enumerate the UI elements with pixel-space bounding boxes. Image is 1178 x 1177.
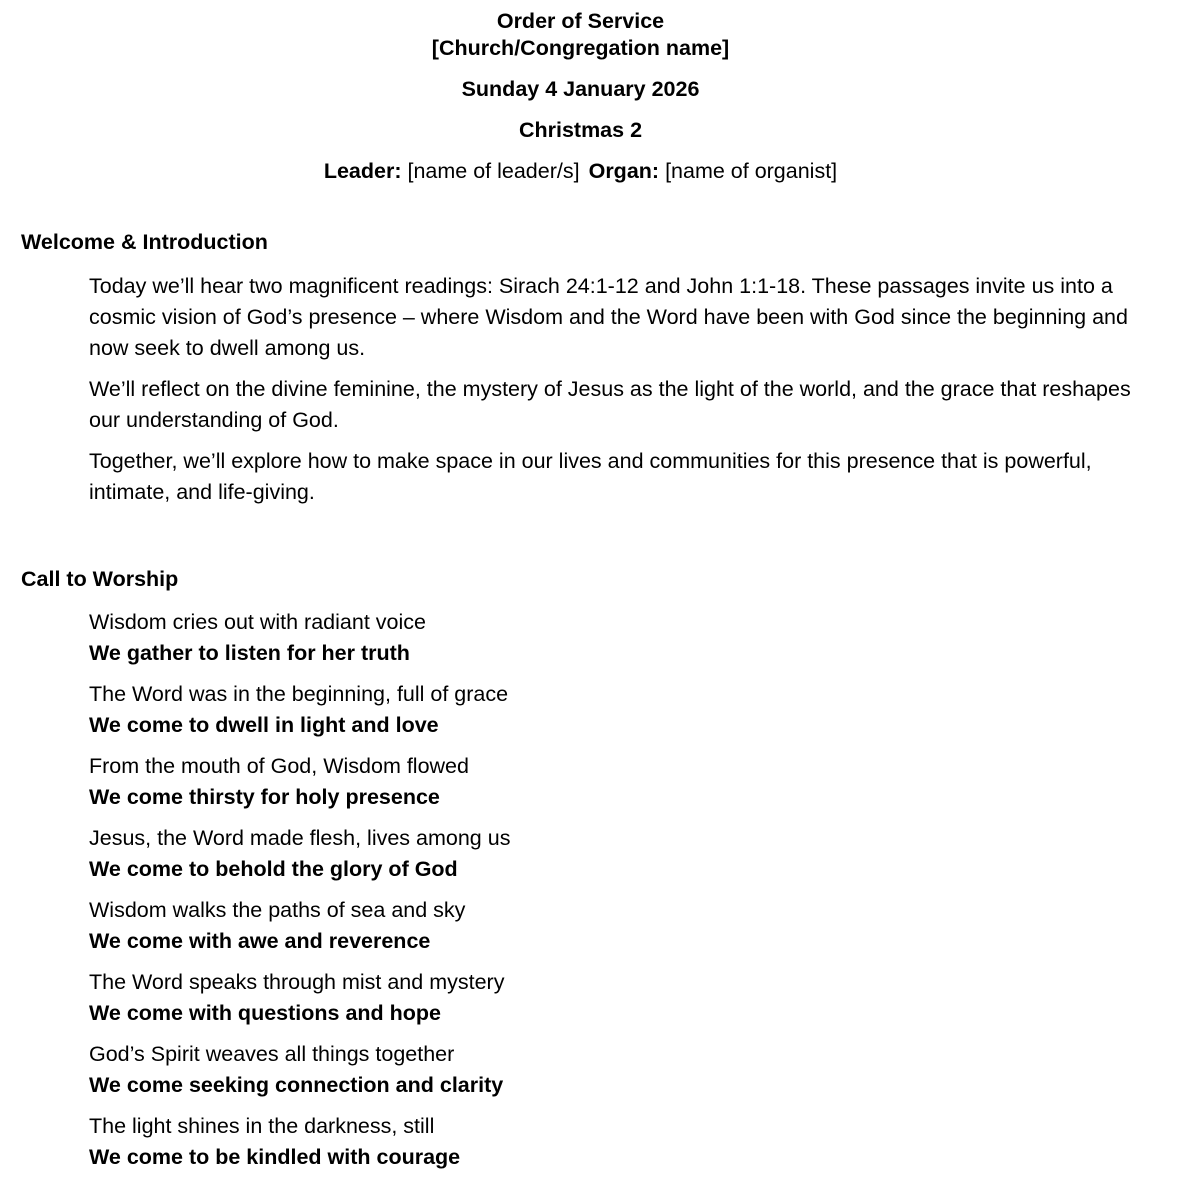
call-line: God’s Spirit weaves all things together	[89, 1042, 455, 1066]
call-line: Jesus, the Word made flesh, lives among us	[89, 826, 511, 850]
section-heading-welcome: Welcome & Introduction	[21, 230, 268, 254]
response-line: We come with awe and reverence	[89, 929, 431, 953]
response-line: We gather to listen for her truth	[89, 641, 410, 665]
call-response-stanza	[21, 679, 1140, 741]
call-response-stanza	[21, 967, 1140, 1029]
response-line: We come thirsty for holy presence	[89, 785, 440, 809]
response-line: We come to be kindled with courage	[89, 1145, 461, 1169]
organ-value: [name of organist]	[665, 159, 838, 183]
call-response-stanza	[21, 1039, 1140, 1101]
call-line: Wisdom walks the paths of sea and sky	[89, 898, 466, 922]
call-response-stanza	[21, 1111, 1140, 1173]
leader-value: [name of leader/s]	[407, 159, 580, 183]
call-line: Wisdom cries out with radiant voice	[89, 610, 426, 634]
welcome-paragraph-2: We’ll reflect on the divine feminine, the mystery of Jesus as the light of the world, and the grace that reshapes our understanding of God.	[89, 377, 1131, 432]
call-response-stanza	[21, 895, 1140, 957]
service-credits	[21, 158, 1140, 185]
call-line: The light shines in the darkness, still	[89, 1114, 435, 1138]
service-date: Sunday 4 January 2026	[461, 77, 700, 101]
liturgical-season: Christmas 2	[518, 118, 643, 142]
leader-label: Leader:	[323, 159, 402, 183]
response-line: We come seeking connection and clarity	[89, 1073, 504, 1097]
call-line: From the mouth of God, Wisdom flowed	[89, 754, 469, 778]
response-line: We come to dwell in light and love	[89, 713, 439, 737]
section-heading-call-to-worship: Call to Worship	[21, 567, 179, 591]
welcome-paragraph-3: Together, we’ll explore how to make space in our lives and communities for this presence that is powerful, intimate, and life-giving.	[89, 449, 1092, 504]
call-response-stanza	[21, 607, 1140, 669]
title-block	[21, 8, 1140, 185]
document-title: Order of Service	[496, 9, 665, 33]
congregation-name: [Church/Congregation name]	[431, 36, 730, 60]
call-response-stanza	[21, 823, 1140, 885]
welcome-paragraph-1: Today we’ll hear two magnificent readings: Sirach 24:1-12 and John 1:1-18. These passages invite us into a cosmic vision of God’s presence – where Wisdom and the Word have been with God since the beginning and now seek to dwell among us.	[89, 274, 1128, 360]
call-line: The Word was in the beginning, full of grace	[89, 682, 509, 706]
response-line: We come with questions and hope	[89, 1001, 441, 1025]
call-response-stanza	[21, 751, 1140, 813]
organ-label: Organ:	[588, 159, 660, 183]
response-line: We come to behold the glory of God	[89, 857, 458, 881]
call-line: The Word speaks through mist and mystery	[89, 970, 505, 994]
